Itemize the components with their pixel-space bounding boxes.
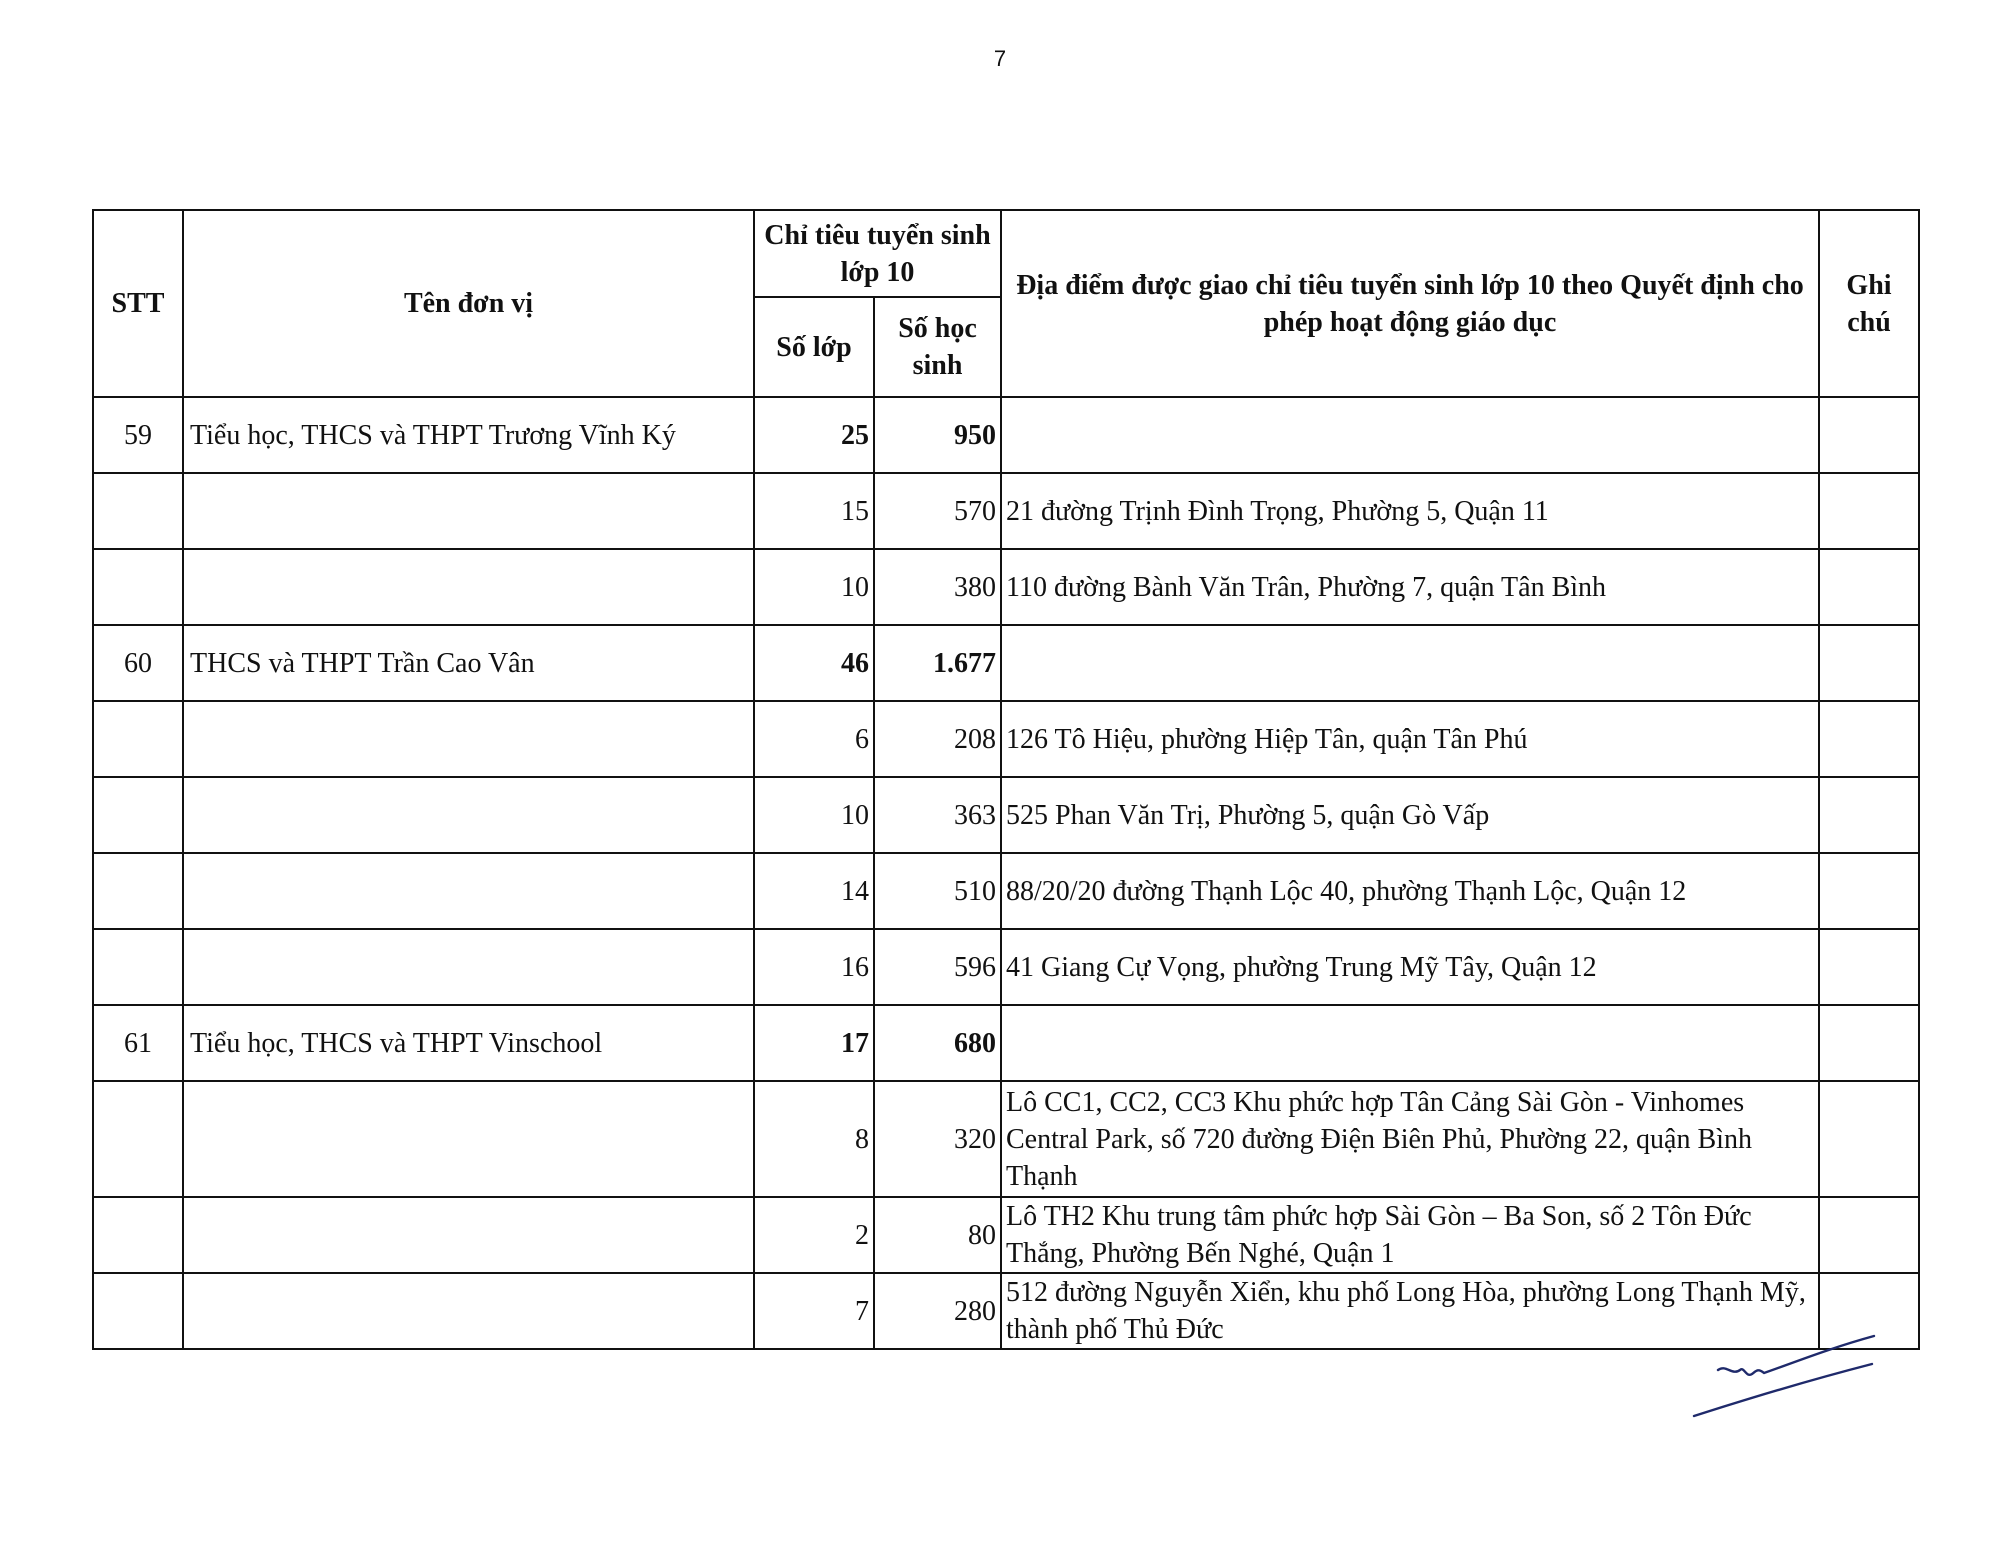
location-row (93, 853, 1919, 929)
cell-school-name (183, 777, 754, 853)
cell-stt: 61 (93, 1005, 183, 1081)
header-classes: Số lớp (754, 297, 874, 397)
enrollment-quota-table (92, 209, 1920, 1350)
header-stt: STT (93, 210, 183, 397)
cell-address: 41 Giang Cự Vọng, phường Trung Mỹ Tây, Quận 12 (1001, 929, 1819, 1005)
cell-note (1819, 853, 1919, 929)
cell-students: 596 (874, 929, 1001, 1005)
cell-address: 525 Phan Văn Trị, Phường 5, quận Gò Vấp (1001, 777, 1819, 853)
location-row (93, 1081, 1919, 1197)
header-unit-name: Tên đơn vị (183, 210, 754, 397)
cell-classes: 8 (754, 1081, 874, 1197)
cell-note (1819, 777, 1919, 853)
cell-students: 208 (874, 701, 1001, 777)
cell-stt (93, 701, 183, 777)
cell-students: 280 (874, 1273, 1001, 1349)
cell-classes: 16 (754, 929, 874, 1005)
cell-stt (93, 1197, 183, 1273)
cell-note (1819, 1081, 1919, 1197)
location-row (93, 777, 1919, 853)
location-row (93, 929, 1919, 1005)
cell-students-total: 1.677 (874, 625, 1001, 701)
cell-stt (93, 1081, 183, 1197)
cell-stt (93, 777, 183, 853)
header-note: Ghi chú (1819, 210, 1919, 397)
cell-students: 363 (874, 777, 1001, 853)
cell-address: 126 Tô Hiệu, phường Hiệp Tân, quận Tân Phú (1001, 701, 1819, 777)
cell-note (1819, 473, 1919, 549)
cell-classes: 14 (754, 853, 874, 929)
cell-note (1819, 1005, 1919, 1081)
location-row (93, 473, 1919, 549)
cell-school-name: Tiểu học, THCS và THPT Trương Vĩnh Ký (183, 397, 754, 473)
cell-classes: 10 (754, 549, 874, 625)
cell-stt (93, 473, 183, 549)
cell-classes-total: 17 (754, 1005, 874, 1081)
cell-stt (93, 549, 183, 625)
cell-address: 512 đường Nguyễn Xiển, khu phố Long Hòa, phường Long Thạnh Mỹ, thành phố Thủ Đức (1001, 1273, 1819, 1349)
school-row (93, 1005, 1919, 1081)
cell-school-name (183, 701, 754, 777)
cell-school-name (183, 1273, 754, 1349)
school-row (93, 397, 1919, 473)
location-row (93, 701, 1919, 777)
cell-school-name (183, 473, 754, 549)
cell-school-name: THCS và THPT Trần Cao Vân (183, 625, 754, 701)
cell-address (1001, 397, 1819, 473)
cell-students: 570 (874, 473, 1001, 549)
signature-underline (1694, 1364, 1872, 1416)
cell-note (1819, 549, 1919, 625)
cell-stt (93, 1273, 183, 1349)
cell-students: 80 (874, 1197, 1001, 1273)
header-quota-group: Chỉ tiêu tuyển sinh lớp 10 (754, 210, 1001, 297)
location-row (93, 549, 1919, 625)
cell-stt: 59 (93, 397, 183, 473)
school-row (93, 625, 1919, 701)
cell-address (1001, 625, 1819, 701)
cell-students-total: 680 (874, 1005, 1001, 1081)
cell-school-name (183, 549, 754, 625)
header-location: Địa điểm được giao chỉ tiêu tuyển sinh lớp 10 theo Quyết định cho phép hoạt động giáo dục (1001, 210, 1819, 397)
cell-stt: 60 (93, 625, 183, 701)
cell-classes-total: 46 (754, 625, 874, 701)
cell-students: 320 (874, 1081, 1001, 1197)
cell-note (1819, 1197, 1919, 1273)
page-number: 7 (993, 46, 1007, 71)
cell-school-name (183, 929, 754, 1005)
cell-address: Lô CC1, CC2, CC3 Khu phức hợp Tân Cảng Sài Gòn - Vinhomes Central Park, số 720 đường Điện Biên Phủ, Phường 22, quận Bình Thạnh (1001, 1081, 1819, 1197)
header-students: Số học sinh (874, 297, 1001, 397)
cell-address: 21 đường Trịnh Đình Trọng, Phường 5, Quận 11 (1001, 473, 1819, 549)
cell-note (1819, 625, 1919, 701)
cell-address: 88/20/20 đường Thạnh Lộc 40, phường Thạnh Lộc, Quận 12 (1001, 853, 1819, 929)
cell-classes: 10 (754, 777, 874, 853)
signature (1690, 1330, 1880, 1420)
header-row (93, 210, 1919, 297)
cell-classes: 15 (754, 473, 874, 549)
cell-school-name (183, 853, 754, 929)
cell-address: 110 đường Bành Văn Trân, Phường 7, quận Tân Bình (1001, 549, 1819, 625)
cell-school-name (183, 1081, 754, 1197)
cell-address: Lô TH2 Khu trung tâm phức hợp Sài Gòn – Ba Son, số 2 Tôn Đức Thắng, Phường Bến Nghé, Quận 1 (1001, 1197, 1819, 1273)
cell-stt (93, 929, 183, 1005)
cell-note (1819, 929, 1919, 1005)
cell-classes: 7 (754, 1273, 874, 1349)
cell-note (1819, 701, 1919, 777)
cell-classes: 2 (754, 1197, 874, 1273)
cell-note (1819, 397, 1919, 473)
location-row (93, 1273, 1919, 1349)
cell-stt (93, 853, 183, 929)
location-row (93, 1197, 1919, 1273)
cell-classes: 6 (754, 701, 874, 777)
cell-students-total: 950 (874, 397, 1001, 473)
cell-address (1001, 1005, 1819, 1081)
cell-students: 380 (874, 549, 1001, 625)
cell-school-name: Tiểu học, THCS và THPT Vinschool (183, 1005, 754, 1081)
cell-students: 510 (874, 853, 1001, 929)
cell-school-name (183, 1197, 754, 1273)
cell-classes-total: 25 (754, 397, 874, 473)
